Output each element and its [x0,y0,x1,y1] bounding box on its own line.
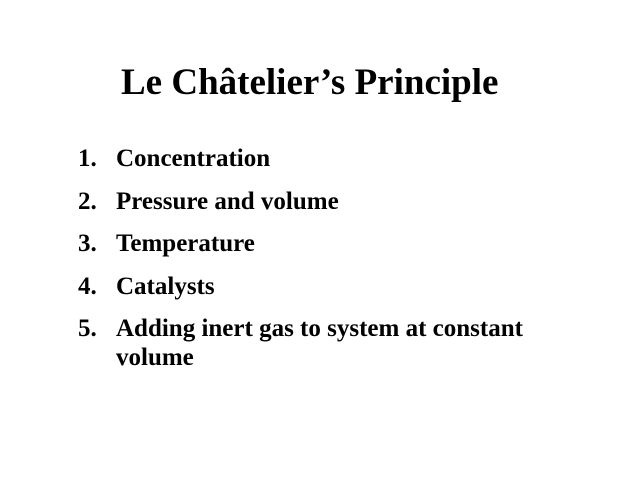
list-item-text: Temperature [116,230,255,257]
list-item-number: 1. [78,145,97,172]
numbered-list [78,144,598,386]
list-item-number: 2. [78,187,97,215]
list-item [78,314,598,372]
list-item [78,144,598,173]
list-item [78,272,598,301]
slide-title: Le Châtelier’s Principle [121,62,499,103]
list-item-text: Adding inert gas to system at constant volume [116,315,523,371]
list-item [78,187,598,216]
list-item-text: Pressure and volume [116,187,339,215]
list-item-text: Catalysts [116,272,215,300]
list-item-number: 3. [78,230,97,257]
list-item [78,229,598,258]
list-item-text: Concentration [116,145,271,172]
list-item-number: 5. [78,315,97,342]
list-item-number: 4. [78,272,97,300]
